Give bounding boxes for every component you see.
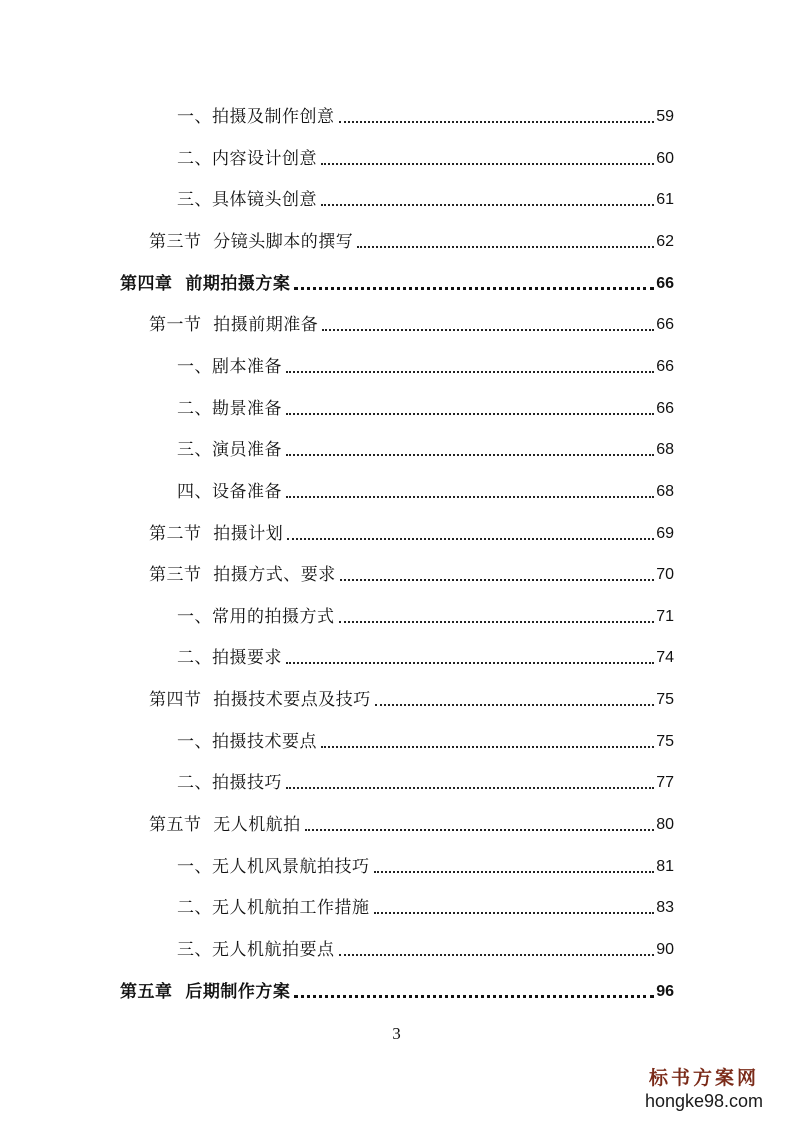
toc-entry-chapter[interactable] — [120, 975, 674, 1003]
toc-entry-page-number: 60 — [656, 150, 674, 167]
toc-dot-leader — [286, 787, 654, 789]
toc-entry-page-number: 90 — [656, 941, 674, 958]
toc-dot-leader — [286, 413, 654, 415]
watermark-url: hongke98.com — [644, 1091, 764, 1111]
toc-dot-leader — [286, 371, 654, 373]
toc-dot-leader — [286, 662, 654, 664]
toc-entry-title: 三、具体镜头创意 — [177, 190, 317, 210]
toc-entry-title: 二、拍摄要求 — [177, 648, 282, 668]
toc-dot-leader — [321, 746, 654, 748]
toc-entry-page-number: 61 — [656, 191, 674, 208]
toc-entry-page-number: 59 — [656, 108, 674, 125]
toc-entry-item[interactable] — [177, 183, 674, 211]
toc-entry-page-number: 68 — [656, 483, 674, 500]
toc-entry-title: 第二节 拍摄计划 — [149, 524, 284, 544]
toc-dot-leader — [294, 287, 654, 290]
toc-entry-item[interactable] — [177, 350, 674, 378]
toc-entry-title: 二、勘景准备 — [177, 399, 282, 419]
toc-entry-section[interactable] — [149, 517, 674, 545]
toc-entry-title: 三、演员准备 — [177, 440, 282, 460]
toc-entry-page-number: 74 — [656, 649, 674, 666]
toc-entry-title: 三、无人机航拍要点 — [177, 940, 335, 960]
toc-entry-title: 第五章 后期制作方案 — [120, 982, 291, 1002]
toc-entry-page-number: 66 — [656, 358, 674, 375]
toc-entry-page-number: 69 — [656, 525, 674, 542]
toc-entry-title: 第一节 拍摄前期准备 — [149, 315, 319, 335]
watermark — [629, 1066, 779, 1112]
toc-entry-page-number: 75 — [656, 733, 674, 750]
toc-entry-title: 第三节 分镜头脚本的撰写 — [149, 232, 354, 252]
toc-entry-page-number: 81 — [656, 858, 674, 875]
toc-dot-leader — [339, 121, 655, 123]
toc-dot-leader — [375, 704, 654, 706]
toc-entry-title: 二、拍摄技巧 — [177, 773, 282, 793]
toc-entry-item[interactable] — [177, 475, 674, 503]
toc-entry-item[interactable] — [177, 850, 674, 878]
toc-entry-item[interactable] — [177, 433, 674, 461]
toc-entry-item[interactable] — [177, 392, 674, 420]
toc-dot-leader — [321, 204, 654, 206]
toc-entry-title: 二、内容设计创意 — [177, 149, 317, 169]
toc-dot-leader — [322, 329, 654, 331]
toc-entry-title: 一、拍摄及制作创意 — [177, 107, 335, 127]
toc-entry-page-number: 66 — [656, 275, 674, 292]
toc-entry-title: 二、无人机航拍工作措施 — [177, 898, 370, 918]
toc-entry-page-number: 66 — [656, 400, 674, 417]
page-number: 3 — [392, 1024, 401, 1043]
toc-dot-leader — [294, 995, 654, 998]
toc-dot-leader — [339, 621, 655, 623]
toc-entry-item[interactable] — [177, 933, 674, 961]
toc-entry-title: 一、拍摄技术要点 — [177, 732, 317, 752]
toc-entry-item[interactable] — [177, 142, 674, 170]
toc-entry-section[interactable] — [149, 808, 674, 836]
toc-dot-leader — [286, 454, 654, 456]
toc-dot-leader — [305, 829, 654, 831]
toc-entry-section[interactable] — [149, 308, 674, 336]
toc-entry-page-number: 66 — [656, 316, 674, 333]
toc-dot-leader — [374, 912, 655, 914]
toc-entry-section[interactable] — [149, 683, 674, 711]
toc-entry-page-number: 68 — [656, 441, 674, 458]
toc-dot-leader — [340, 579, 654, 581]
toc-entry-item[interactable] — [177, 100, 674, 128]
toc-entry-title: 一、剧本准备 — [177, 357, 282, 377]
toc-entry-item[interactable] — [177, 641, 674, 669]
toc-entry-page-number: 80 — [656, 816, 674, 833]
toc-dot-leader — [287, 538, 654, 540]
toc-entry-item[interactable] — [177, 725, 674, 753]
toc-entry-title: 第四章 前期拍摄方案 — [120, 274, 291, 294]
toc-entry-title: 一、无人机风景航拍技巧 — [177, 857, 370, 877]
toc-dot-leader — [339, 954, 655, 956]
toc-entry-page-number: 70 — [656, 566, 674, 583]
toc-dot-leader — [286, 496, 654, 498]
toc-entry-chapter[interactable] — [120, 267, 674, 295]
toc-entry-page-number: 75 — [656, 691, 674, 708]
toc-dot-leader — [321, 163, 654, 165]
toc-entry-page-number: 62 — [656, 233, 674, 250]
toc-entry-page-number: 96 — [656, 983, 674, 1000]
toc-dot-leader — [374, 871, 655, 873]
toc-entry-page-number: 77 — [656, 774, 674, 791]
toc-entry-item[interactable] — [177, 766, 674, 794]
toc-entry-page-number: 83 — [656, 899, 674, 916]
toc-entry-item[interactable] — [177, 891, 674, 919]
toc-entry-section[interactable] — [149, 225, 674, 253]
toc-dot-leader — [357, 246, 654, 248]
toc-entry-title: 第三节 拍摄方式、要求 — [149, 565, 336, 585]
toc-entry-section[interactable] — [149, 558, 674, 586]
toc-entry-item[interactable] — [177, 600, 674, 628]
toc-entry-title: 四、设备准备 — [177, 482, 282, 502]
toc-entry-title: 一、常用的拍摄方式 — [177, 607, 335, 627]
toc-entry-title: 第四节 拍摄技术要点及技巧 — [149, 690, 371, 710]
toc-entry-page-number: 71 — [656, 608, 674, 625]
toc-entry-title: 第五节 无人机航拍 — [149, 815, 301, 835]
watermark-site-name: 标书方案网 — [648, 1067, 759, 1089]
